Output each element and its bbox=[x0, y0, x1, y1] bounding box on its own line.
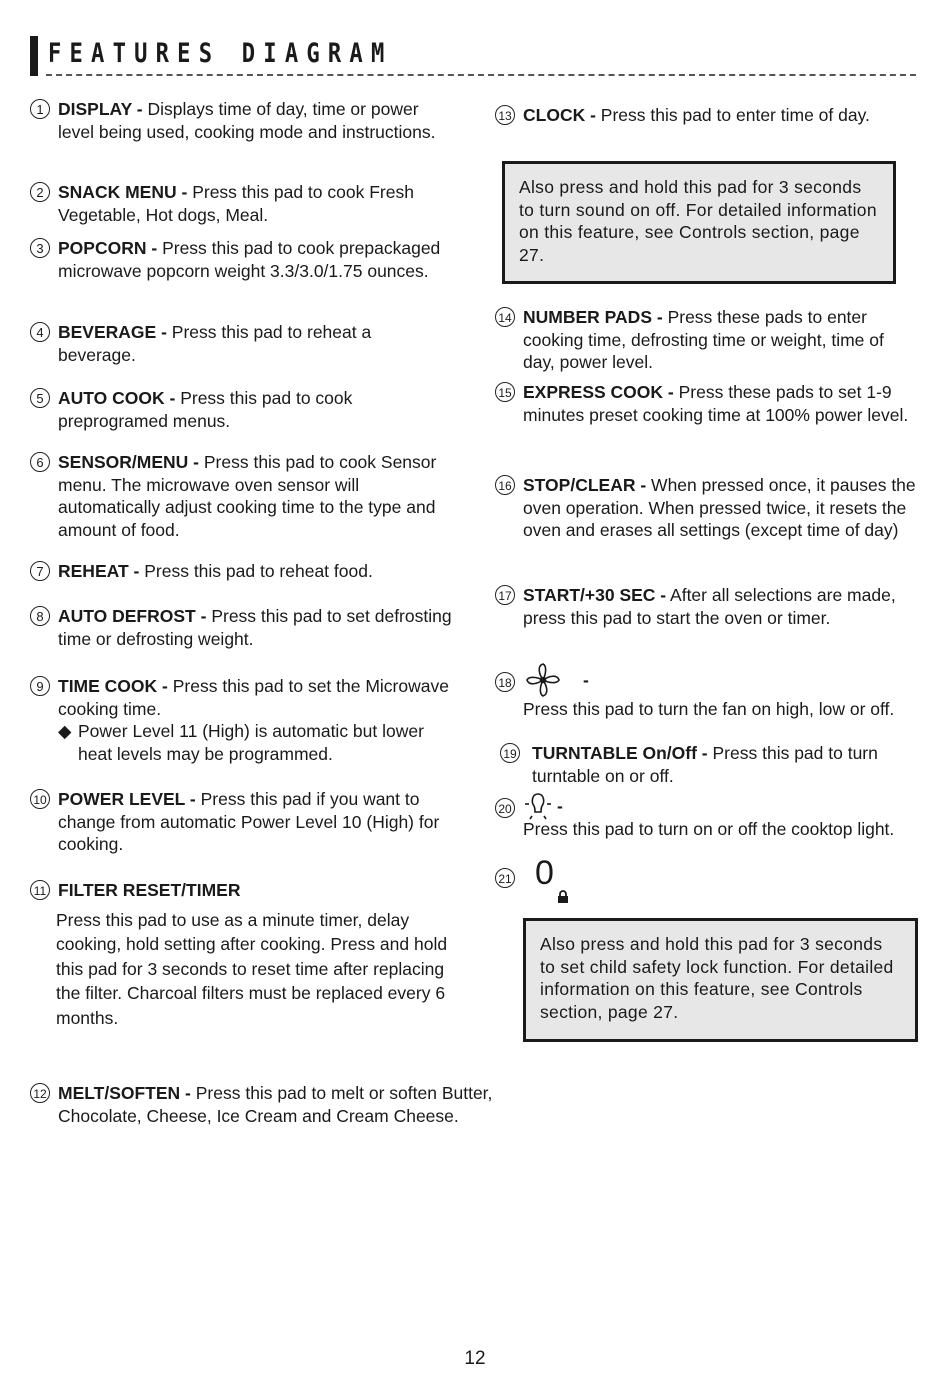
item-text: Press this pad to melt or soften Butter, Chocolate, Cheese, Ice Cream and Cream Cheese. bbox=[58, 1083, 493, 1126]
item-text: Press this pad to turn turntable on or off. bbox=[532, 743, 878, 786]
item-number: 21 bbox=[495, 868, 515, 888]
item-number: 9 bbox=[30, 676, 50, 696]
feature-item-19 bbox=[500, 742, 925, 787]
clock-note-box: Also press and hold this pad for 3 seconds to turn sound on off. For detailed information on this feature, see Controls section, page 27. bbox=[502, 161, 896, 284]
feature-item-15 bbox=[495, 381, 920, 426]
item-text: Press this pad to set defrosting time or defrosting weight. bbox=[58, 606, 452, 649]
item-number: 20 bbox=[495, 798, 515, 818]
item-bullet-text: Power Level 11 (High) is automatic but lower heat levels may be programmed. bbox=[78, 721, 424, 764]
item-text: Displays time of day, time or power level being used, cooking mode and instructions. bbox=[58, 99, 436, 142]
item-label: TURNTABLE On/Off - bbox=[532, 743, 708, 763]
feature-item-14 bbox=[495, 306, 920, 374]
lock-icon bbox=[557, 890, 569, 904]
feature-item-21 bbox=[495, 854, 695, 892]
title-bar-decoration bbox=[30, 36, 38, 76]
item-label: NUMBER PADS - bbox=[523, 307, 663, 327]
lock-zero-label: 0 bbox=[535, 854, 554, 892]
item-number: 2 bbox=[30, 182, 50, 202]
item-number: 15 bbox=[495, 382, 515, 402]
item-label: STOP/CLEAR - bbox=[523, 475, 647, 495]
item-text: Press this pad to use as a minute timer, delay cooking, hold setting after cooking. Press and hold this pad for 3 seconds to reset time after replacing the filter. Charcoal filters must be replaced every 6 months. bbox=[56, 909, 448, 1028]
item-text: Press these pads to enter cooking time, defrosting time or weight, time of day, power level. bbox=[523, 307, 884, 372]
item-number: 10 bbox=[30, 789, 50, 809]
page-title: FEATURES DIAGRAM bbox=[48, 38, 393, 69]
feature-item-12 bbox=[30, 1082, 495, 1127]
item-number: 4 bbox=[30, 322, 50, 342]
item-number: 13 bbox=[495, 105, 515, 125]
feature-item-2 bbox=[30, 181, 450, 226]
item-text: Press this pad to set the Microwave cooking time. bbox=[58, 676, 449, 719]
item-number: 17 bbox=[495, 585, 515, 605]
item-label: EXPRESS COOK - bbox=[523, 382, 674, 402]
item-number: 8 bbox=[30, 606, 50, 626]
item-label: - bbox=[557, 795, 563, 816]
item-label: FILTER RESET/TIMER bbox=[58, 880, 241, 900]
item-text: Press this pad to turn the fan on high, low or off. bbox=[523, 699, 895, 719]
item-number: 5 bbox=[30, 388, 50, 408]
item-label: AUTO COOK - bbox=[58, 388, 176, 408]
feature-item-10 bbox=[30, 788, 455, 856]
feature-item-17 bbox=[495, 584, 925, 629]
item-label: CLOCK - bbox=[523, 105, 596, 125]
feature-item-9 bbox=[30, 675, 455, 765]
item-label: BEVERAGE - bbox=[58, 322, 167, 342]
item-text: Press this pad to reheat food. bbox=[144, 561, 373, 581]
item-text: Press this pad to enter time of day. bbox=[600, 105, 870, 125]
item-label: START/+30 SEC - bbox=[523, 585, 667, 605]
item-label: DISPLAY - bbox=[58, 99, 143, 119]
feature-item-6 bbox=[30, 451, 455, 541]
item-label: POWER LEVEL - bbox=[58, 789, 196, 809]
item-number: 19 bbox=[500, 743, 520, 763]
title-divider bbox=[46, 74, 916, 76]
item-label: MELT/SOFTEN - bbox=[58, 1083, 191, 1103]
item-text: Press this pad to turn on or off the cooktop light. bbox=[523, 819, 895, 839]
item-text: Press these pads to set 1-9 minutes preset cooking time at 100% power level. bbox=[523, 382, 909, 425]
page-number: 12 bbox=[464, 1348, 486, 1369]
item-number: 16 bbox=[495, 475, 515, 495]
feature-item-13 bbox=[495, 104, 920, 127]
item-number: 11 bbox=[30, 880, 50, 900]
item-number: 18 bbox=[495, 672, 515, 692]
feature-item-7 bbox=[30, 560, 455, 583]
feature-item-20 bbox=[495, 790, 920, 841]
item-text: Press this pad if you want to change from automatic Power Level 10 (High) for cooking. bbox=[58, 789, 440, 854]
feature-item-18 bbox=[495, 660, 920, 721]
diamond-bullet-icon: ◆ bbox=[58, 721, 72, 741]
item-label: REHEAT - bbox=[58, 561, 140, 581]
item-number: 6 bbox=[30, 452, 50, 472]
item-label: SNACK MENU - bbox=[58, 182, 188, 202]
item-text: Press this pad to cook prepackaged microwave popcorn weight 3.3/3.0/1.75 ounces. bbox=[58, 238, 441, 281]
item-text: Press this pad to cook Fresh Vegetable, Hot dogs, Meal. bbox=[58, 182, 414, 225]
item-text: Press this pad to reheat a beverage. bbox=[58, 322, 372, 365]
feature-item-1 bbox=[30, 98, 450, 143]
fan-icon bbox=[523, 660, 563, 700]
feature-item-5 bbox=[30, 387, 450, 432]
item-number: 1 bbox=[30, 99, 50, 119]
item-number: 7 bbox=[30, 561, 50, 581]
item-label: POPCORN - bbox=[58, 238, 158, 258]
item-text: Press this pad to cook preprogramed menus. bbox=[58, 388, 353, 431]
feature-item-3 bbox=[30, 237, 450, 282]
item-label: AUTO DEFROST - bbox=[58, 606, 207, 626]
feature-item-16 bbox=[495, 474, 920, 542]
feature-item-4 bbox=[30, 321, 450, 366]
feature-item-11 bbox=[30, 879, 455, 1030]
item-label: - bbox=[583, 669, 589, 690]
item-text: After all selections are made, press this pad to start the oven or timer. bbox=[523, 585, 896, 628]
item-text: When pressed once, it pauses the oven operation. When pressed twice, it resets the oven and erases all settings (except time of day) bbox=[523, 475, 916, 540]
item-number: 14 bbox=[495, 307, 515, 327]
item-number: 12 bbox=[30, 1083, 50, 1103]
item-text: Press this pad to cook Sensor menu. The microwave oven sensor will automatically adjust cooking time to the type and amount of food. bbox=[58, 452, 437, 540]
item-number: 3 bbox=[30, 238, 50, 258]
feature-item-8 bbox=[30, 605, 455, 650]
item-label: TIME COOK - bbox=[58, 676, 168, 696]
item-label: SENSOR/MENU - bbox=[58, 452, 199, 472]
lock-note-box: Also press and hold this pad for 3 seconds to set child safety lock function. For detailed information on this feature, see Controls section, page 27. bbox=[523, 918, 918, 1042]
